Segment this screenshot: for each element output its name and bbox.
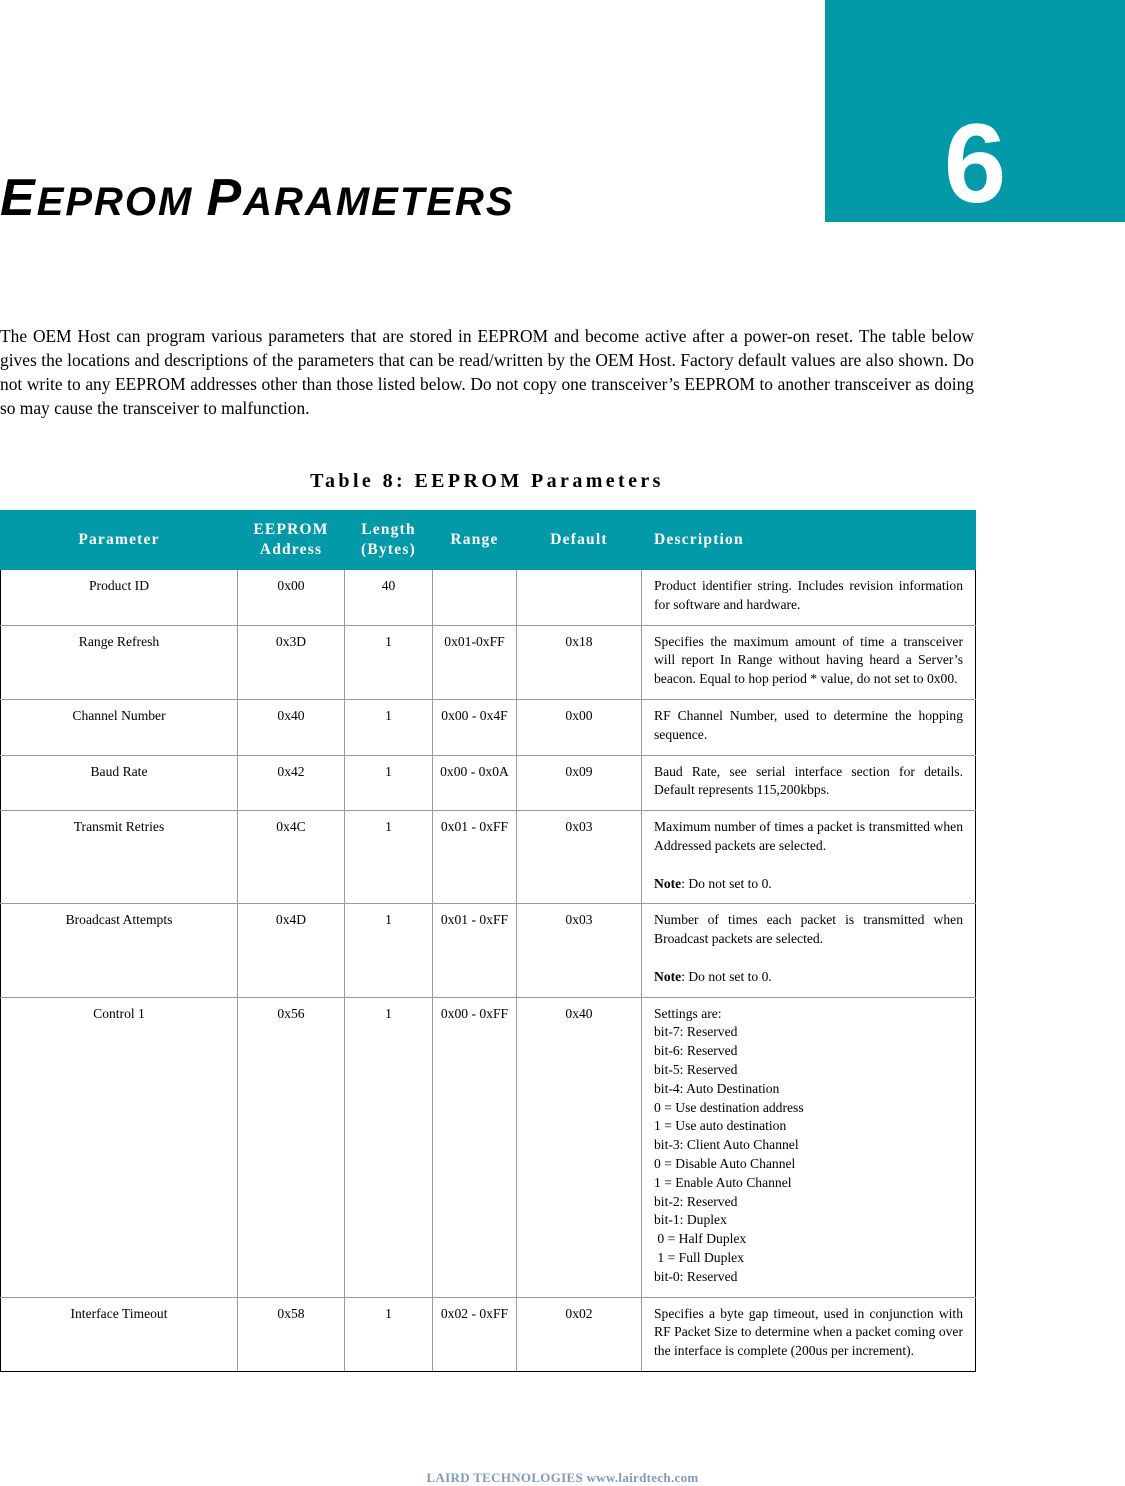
page-title (0, 170, 515, 239)
cell-range (433, 570, 517, 626)
description-text: Maximum number of times a packet is transmitted when Addressed packets are selected. (654, 819, 963, 853)
cell-address: 0x58 (238, 1297, 345, 1371)
cell-length: 1 (345, 811, 433, 904)
cell-description: RF Channel Number, used to determine the hopping sequence. (642, 699, 976, 755)
table-row (1, 625, 976, 699)
cell-default: 0x02 (517, 1297, 642, 1371)
table-row (1, 1297, 976, 1371)
settings-line: bit-5: Reserved (654, 1061, 738, 1077)
intro-paragraph: The OEM Host can program various parameters that are stored in EEPROM and become active after a power-on reset. The table below gives the locations and descriptions of the parameters that can be read/written by the OEM Host. Factory default values are also shown. Do not write to any EEPROM addresses other than those listed below. Do not copy one transceiver’s EEPROM to another transceiver as doing so may cause the transceiver to malfunction. (0, 326, 974, 418)
title-eeprom-rest: EPROM (36, 180, 207, 224)
cell-description: Baud Rate, see serial interface section for details. Default represents 115,200kbps. (642, 755, 976, 811)
cell-default: 0x18 (517, 625, 642, 699)
settings-line: bit-7: Reserved (654, 1024, 738, 1040)
cell-default (517, 570, 642, 626)
table-row (1, 755, 976, 811)
table-header-row (1, 511, 976, 570)
cell-range: 0x00 - 0x4F (433, 699, 517, 755)
cell-description: Specifies a byte gap timeout, used in conjunction with RF Packet Size to determine when a packet coming over the interface is complete (200us per increment). (642, 1297, 976, 1371)
cell-parameter: Interface Timeout (1, 1297, 238, 1371)
cell-address: 0x4D (238, 904, 345, 997)
settings-line: 1 = Enable Auto Channel (654, 1174, 792, 1190)
cell-range: 0x01-0xFF (433, 625, 517, 699)
cell-address: 0x56 (238, 997, 345, 1297)
header-description: Description (642, 511, 976, 570)
cell-address: 0x3D (238, 625, 345, 699)
cell-description (642, 904, 976, 997)
title-parameters-rest: ARAMETERS (243, 180, 515, 224)
table-row (1, 904, 976, 997)
chapter-tab (825, 0, 1125, 226)
cell-parameter: Transmit Retries (1, 811, 238, 904)
cell-parameter: Channel Number (1, 699, 238, 755)
cell-parameter: Product ID (1, 570, 238, 626)
cell-default: 0x00 (517, 699, 642, 755)
cell-default: 0x40 (517, 997, 642, 1297)
cell-description: Specifies the maximum amount of time a transceiver will report In Range without having heard a Server’s beacon. Equal to hop period * value, do not set to 0x00. (642, 625, 976, 699)
settings-line: Settings are: (654, 1005, 722, 1021)
settings-line: bit-2: Reserved (654, 1193, 738, 1209)
page-footer: LAIRD TECHNOLOGIES www.lairdtech.com (426, 1470, 699, 1485)
cell-length: 40 (345, 570, 433, 626)
title-letter-p: P (206, 169, 244, 227)
cell-parameter: Control 1 (1, 997, 238, 1297)
settings-line: bit-1: Duplex (654, 1212, 727, 1228)
title-letter-e: E (0, 169, 37, 227)
settings-line: bit-6: Reserved (654, 1043, 738, 1059)
description-note (654, 968, 963, 987)
cell-description: Product identifier string. Includes revision information for software and hardware. (642, 570, 976, 626)
cell-default: 0x03 (517, 904, 642, 997)
description-note (654, 875, 963, 894)
cell-length: 1 (345, 997, 433, 1297)
cell-parameter: Baud Rate (1, 755, 238, 811)
header-range: Range (433, 511, 517, 570)
cell-default: 0x09 (517, 755, 642, 811)
settings-line: 0 = Half Duplex (654, 1231, 747, 1247)
cell-length: 1 (345, 755, 433, 811)
header-default: Default (517, 511, 642, 570)
cell-parameter: Range Refresh (1, 625, 238, 699)
cell-range: 0x01 - 0xFF (433, 811, 517, 904)
settings-line: bit-0: Reserved (654, 1268, 738, 1284)
cell-length: 1 (345, 699, 433, 755)
cell-address: 0x00 (238, 570, 345, 626)
note-label: Note (654, 968, 682, 984)
cell-parameter: Broadcast Attempts (1, 904, 238, 997)
header-eeprom-address: EEPROM Address (238, 511, 345, 570)
cell-description (642, 997, 976, 1297)
table-row (1, 811, 976, 904)
table-row (1, 997, 976, 1297)
cell-range: 0x00 - 0x0A (433, 755, 517, 811)
settings-line: bit-4: Auto Destination (654, 1080, 780, 1096)
eeprom-parameters-table (0, 510, 976, 1372)
cell-length: 1 (345, 1297, 433, 1371)
cell-range: 0x02 - 0xFF (433, 1297, 517, 1371)
cell-range: 0x00 - 0xFF (433, 997, 517, 1297)
cell-address: 0x42 (238, 755, 345, 811)
header-parameter: Parameter (1, 511, 238, 570)
table-row (1, 699, 976, 755)
table-row (1, 570, 976, 626)
settings-line: 1 = Full Duplex (654, 1249, 744, 1265)
cell-range: 0x01 - 0xFF (433, 904, 517, 997)
note-label: Note (654, 875, 682, 891)
settings-line: bit-3: Client Auto Channel (654, 1137, 799, 1153)
table-caption: Table 8: EEPROM Parameters (310, 470, 664, 492)
cell-length: 1 (345, 625, 433, 699)
cell-description (642, 811, 976, 904)
header-length: Length (Bytes) (345, 511, 433, 570)
cell-address: 0x4C (238, 811, 345, 904)
note-text: : Do not set to 0. (681, 875, 772, 891)
note-text: : Do not set to 0. (681, 968, 772, 984)
cell-default: 0x03 (517, 811, 642, 904)
settings-line: 0 = Disable Auto Channel (654, 1155, 796, 1171)
settings-line: 1 = Use auto destination (654, 1118, 787, 1134)
description-text: Number of times each packet is transmitted when Broadcast packets are selected. (654, 912, 963, 947)
cell-address: 0x40 (238, 699, 345, 755)
chapter-number: 6 (943, 101, 1007, 226)
cell-length: 1 (345, 904, 433, 997)
settings-line: 0 = Use destination address (654, 1099, 804, 1115)
